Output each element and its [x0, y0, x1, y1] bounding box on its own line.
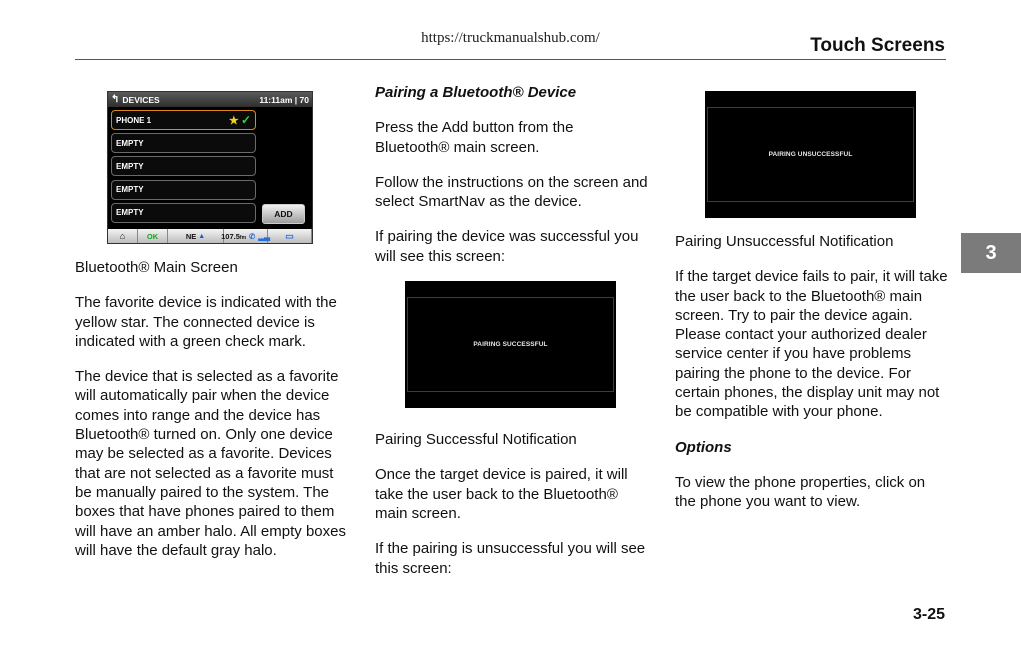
notification-frame: [707, 107, 914, 202]
heading-arrow-icon: ▲: [198, 232, 206, 240]
paired-return-paragraph: Once the target device is paired, it will take the user back to the Bluetooth® main screen.: [375, 466, 628, 522]
page-number: 3-25: [912, 606, 945, 623]
notification-frame: [407, 297, 614, 392]
device-slot-label: EMPTY: [116, 161, 144, 171]
devices-header: [108, 92, 312, 107]
device-slot-empty: [111, 156, 256, 176]
chapter-tab: 3: [961, 233, 1021, 273]
pairing-successful-image: [405, 281, 616, 408]
favorite-device-paragraph: The favorite device is indicated with the yellow star. The connected device is indicated with a green check mark.: [75, 294, 337, 350]
device-slot-phone-1: [111, 110, 256, 130]
nav-status: [168, 229, 224, 243]
heading-readout: NE: [185, 231, 197, 241]
device-slot-label: EMPTY: [116, 185, 144, 195]
header-divider: [75, 59, 946, 60]
device-slot-label: EMPTY: [116, 138, 144, 148]
screen-icon: ▭: [268, 229, 312, 243]
follow-instructions-paragraph: Follow the instructions on the screen and select SmartNav as the device.: [375, 173, 648, 211]
clock-readout: 11:11am: [259, 94, 293, 105]
options-heading: Options: [675, 438, 732, 456]
device-slot-empty: [111, 180, 256, 200]
pairing-unsuccessful-text: PAIRING UNSUCCESSFUL: [768, 151, 853, 158]
pairing-heading: Pairing a Bluetooth® Device: [375, 84, 577, 101]
radio-phone-status: [221, 229, 270, 243]
star-icon: ★: [228, 115, 239, 127]
device-slot-list: [111, 110, 256, 226]
temperature-readout: 70: [299, 94, 309, 105]
device-slot-empty: [111, 203, 256, 223]
press-add-paragraph: Press the Add button from the Bluetooth® main screen.: [375, 119, 574, 156]
device-slot-empty: [111, 133, 256, 153]
pair-failure-paragraph: If the target device fails to pair, it will take the user back to the Bluetooth® main screen. Try to pair the device again. Please contact your authorized dealer service center if you have problems pairing the phone to the device. For certain phones, the display unit may not be compatible with your phone.: [675, 268, 948, 421]
radio-frequency: 107.5: [221, 231, 240, 241]
device-slot-label: PHONE 1: [116, 115, 152, 125]
status-ok: OK: [138, 229, 168, 243]
device-status-bar: [108, 229, 312, 243]
device-slot-label: EMPTY: [116, 208, 144, 218]
source-url: https://truckmanualshub.com/: [421, 30, 600, 46]
devices-title: DEVICES: [122, 94, 160, 105]
signal-icon: ▂▃: [258, 231, 270, 241]
check-icon: ✓: [240, 113, 251, 127]
section-title: Touch Screens: [810, 35, 945, 56]
pairing-successful-caption: Pairing Successful Notification: [375, 431, 577, 449]
back-arrow-icon: ↰: [111, 94, 120, 105]
pairing-unsuccessful-intro: If the pairing is unsuccessful you will see this screen:: [375, 540, 646, 577]
add-device-button: ADD: [262, 204, 305, 224]
pairing-unsuccessful-caption: Pairing Unsuccessful Notification: [675, 233, 894, 250]
phone-properties-paragraph: To view the phone properties, click on the phone you want to view.: [675, 473, 926, 511]
pairing-success-intro: If pairing the device was successful you will see this screen:: [375, 228, 639, 265]
pairing-successful-text: PAIRING SUCCESSFUL: [473, 341, 548, 348]
radio-frequency-unit: fm: [239, 234, 247, 241]
bluetooth-main-screen-image: [107, 91, 313, 244]
column-left: [75, 258, 350, 576]
favorite-pairing-paragraph: The device that is selected as a favorite will automatically pair when the device comes into range and the device has Bluetooth® turned on. Only one device may be selected as a favorite. Devices that are not selected as a favorite must be manually paired to the system. The boxes that have phones paired to them will have an amber halo. All empty boxes will have the default gray halo.: [75, 368, 346, 559]
header-separator: |: [294, 94, 300, 105]
pairing-unsuccessful-image: [705, 91, 916, 218]
home-icon: ⌂: [108, 229, 138, 243]
phone-icon: ✆: [249, 231, 256, 241]
column-right: [675, 232, 950, 528]
bluetooth-main-screen-caption: Bluetooth® Main Screen: [75, 259, 238, 276]
